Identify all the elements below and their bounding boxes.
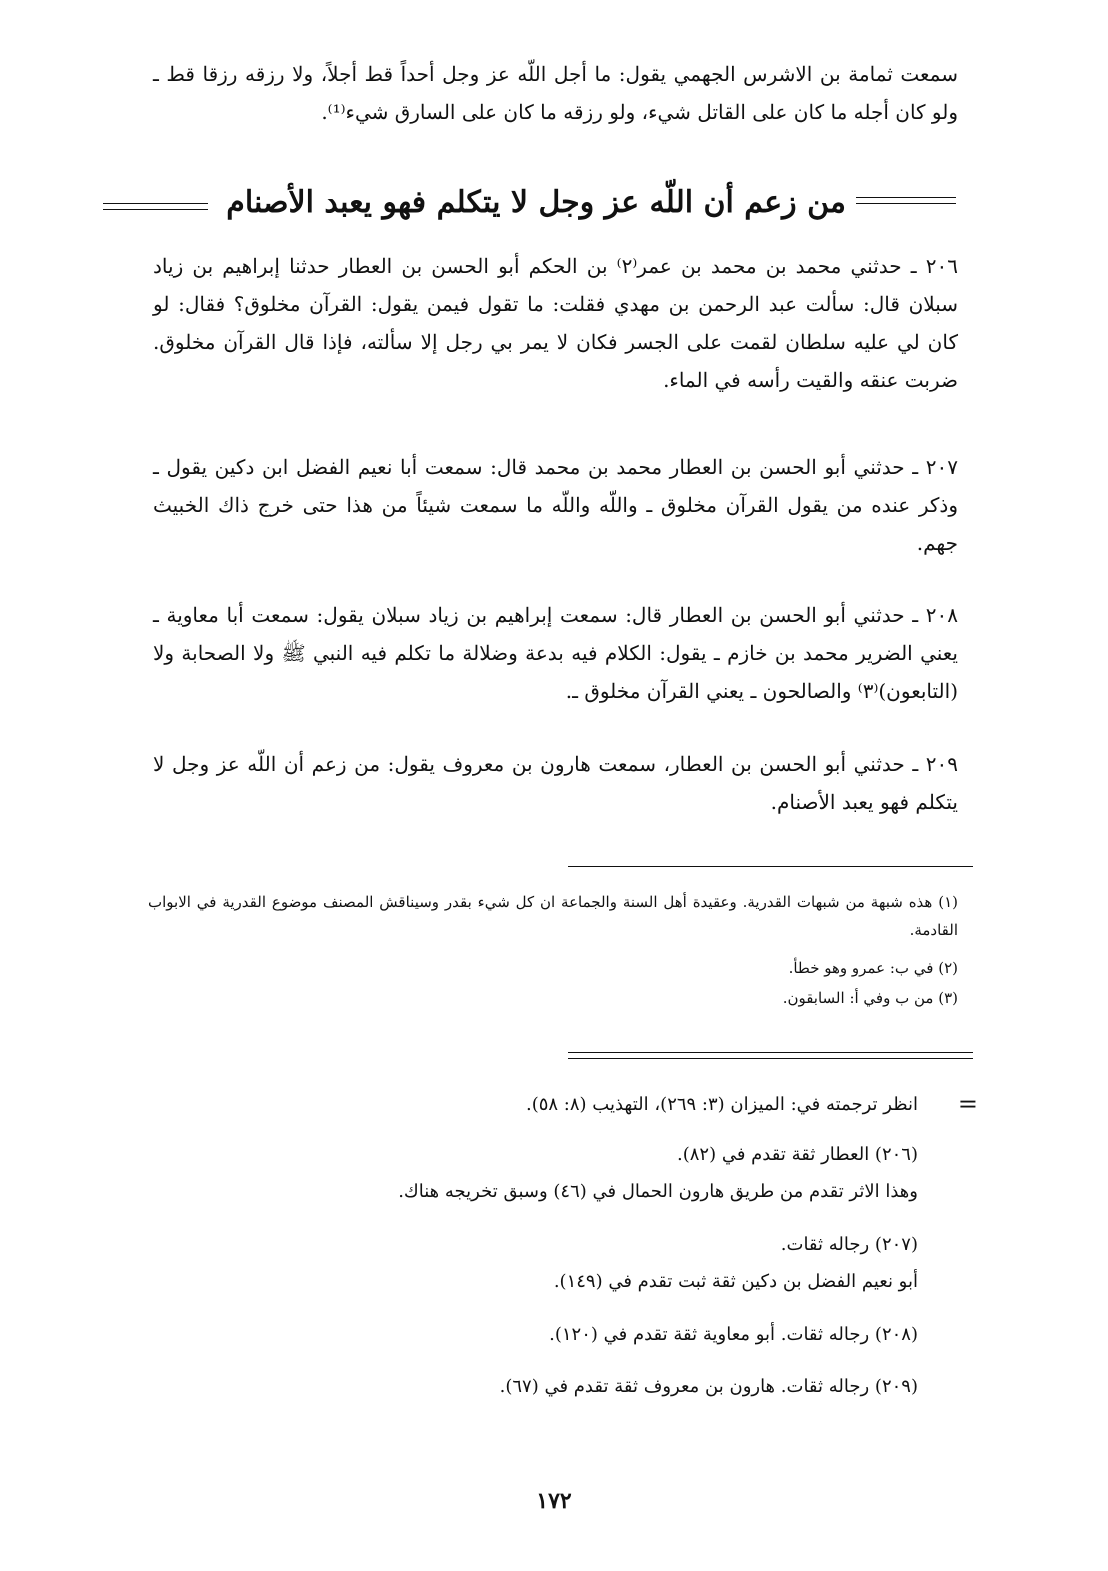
gloss-line-2: (٢٠٦) العطار ثقة تقدم في (٨٢).	[677, 1144, 918, 1165]
heading-rule-left	[103, 203, 208, 210]
gloss-line-3: وهذا الاثر تقدم من طريق هارون الحمال في (٤٦) وسبق تخريجه هناك.	[398, 1181, 918, 1202]
gloss-line-1: انظر ترجمته في: الميزان (٣: ٢٦٩)، التهذيب (٨: ٥٨).	[525, 1094, 918, 1115]
gloss-line-7: (٢٠٩) رجاله ثقات. هارون بن معروف ثقة تقدم في (٦٧).	[499, 1376, 918, 1397]
page-number: ١٧٢	[536, 1488, 572, 1514]
footnote-2: (٢) في ب: عمرو وهو خطأ.	[788, 959, 958, 977]
section-heading	[153, 175, 956, 235]
narration-207: ٢٠٧ ـ حدثني أبو الحسن بن العطار محمد بن محمد قال: سمعت أبا نعيم الفضل ابن دكين يقول ـ وذكر عنده من يقول القرآن مخلوق ـ واللّه واللّه ما سمعت شيئاً من هذا حتى خرج ذاك الخبيث جهم.	[153, 455, 959, 555]
gloss-line-5: أبو نعيم الفضل بن دكين ثقة ثبت تقدم في (١٤٩).	[553, 1271, 918, 1292]
footnote-separator	[568, 866, 973, 867]
footnote-1: (١) هذه شبهة من شبهات القدرية. وعقيدة أهل السنة والجماعة ان كل شيء بقدر وسيناقش المصنف موضوع القدرية في الابواب القادمة.	[148, 893, 958, 939]
gloss-line-6: (٢٠٨) رجاله ثقات. أبو معاوية ثقة تقدم في (١٢٠).	[549, 1324, 918, 1345]
heading-rule-right	[856, 197, 956, 204]
gloss-separator-bottom	[568, 1058, 973, 1059]
heading-text: من زعم أن اللّه عز وجل لا يتكلم فهو يعبد الأصنام	[226, 185, 846, 220]
narration-208: ٢٠٨ ـ حدثني أبو الحسن بن العطار قال: سمعت إبراهيم بن زياد سبلان يقول: سمعت أبا معاوية ـ يعني الضرير محمد بن خازم ـ يقول: الكلام فيه بدعة وضلالة ما تكلم فيه النبي ﷺ ولا الصحابة ولا (التابعون)⁽٣⁾ والصالحون ـ يعني القرآن مخلوق ـ.	[153, 603, 958, 703]
narration-209: ٢٠٩ ـ حدثني أبو الحسن بن العطار، سمعت هارون بن معروف يقول: من زعم أن اللّه عز وجل لا يتكلم فهو يعبد الأصنام.	[153, 752, 958, 814]
footnote-3: (٣) من ب وفي أ: السابقون.	[782, 989, 958, 1007]
gloss-line-4: (٢٠٧) رجاله ثقات.	[780, 1234, 918, 1255]
continuation-marker: =	[957, 1090, 978, 1118]
gloss-separator-top	[568, 1052, 973, 1053]
narration-206: ٢٠٦ ـ حدثني محمد بن محمد بن عمر⁽٢⁾ بن الحكم أبو الحسن بن العطار حدثنا إبراهيم بن زياد سبلان قال: سألت عبد الرحمن بن مهدي فقلت: ما تقول فيمن يقول: القرآن مخلوق؟ فقال: لو كان لي عليه سلطان لقمت على الجسر فكان لا يمر بي رجل إلا سألته، فإذا قال القرآن مخلوق. ضربت عنقه والقيت رأسه في الماء.	[153, 254, 959, 392]
intro-paragraph: سمعت ثمامة بن الاشرس الجهمي يقول: ما أجل اللّه عز وجل أحداً قط أجلاً، ولا رزقه رزقا قط ـ ولو كان أجله ما كان على القاتل شيء، ولو رزقه ما كان على السارق شيء⁽¹⁾.	[153, 62, 958, 124]
